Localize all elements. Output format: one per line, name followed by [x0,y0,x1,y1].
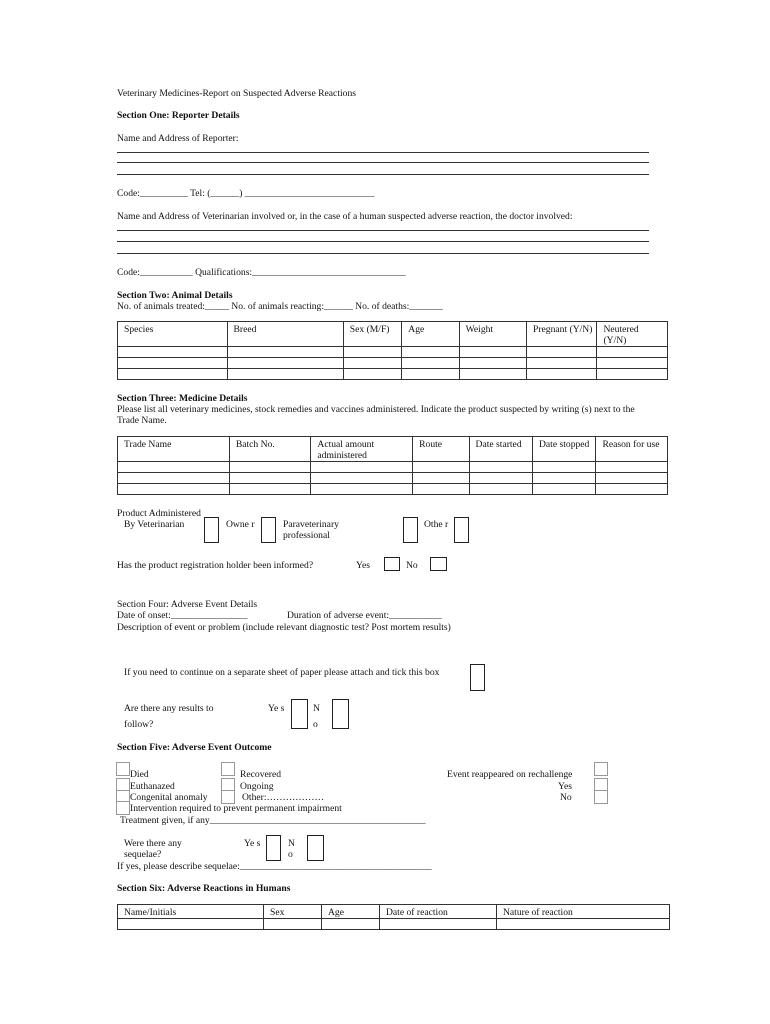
column-header: Name/Initials [118,905,264,919]
sequelae-question: Were there any sequelae? [124,838,182,860]
rechallenge-no-checkbox[interactable] [594,790,608,804]
section-one-heading: Section One: Reporter Details [117,110,240,121]
ongoing-label: Ongoing [240,781,274,792]
continue-sheet-checkbox[interactable] [470,664,485,691]
results-yes-checkbox[interactable] [291,699,308,729]
results-no-label: N o [313,703,320,730]
column-header: Neutered (Y/N) [597,322,668,347]
intervention-checkbox[interactable] [116,801,130,815]
animal-details-table [117,321,668,380]
column-header: Date started [469,437,532,462]
table-row[interactable] [118,484,668,495]
by-veterinarian-checkbox[interactable] [204,517,219,543]
column-header: Breed [227,322,343,347]
other-outcome-label[interactable]: Other:……………… [242,792,325,803]
owner-label: Owne r [226,519,255,530]
intervention-label: Intervention required to prevent permanent impairment [130,803,342,814]
paraveterinary-checkbox[interactable] [403,517,418,543]
section-six-heading: Section Six: Adverse Reactions in Humans [117,883,291,894]
section-five-heading: Section Five: Adverse Event Outcome [117,742,272,753]
vet-address-line-2[interactable] [117,241,649,242]
congenital-label: Congenital anomaly [130,792,208,803]
human-reactions-table [117,904,670,930]
column-header: Date stopped [532,437,595,462]
euthanazed-label: Euthanazed [130,781,175,792]
continue-sheet-note: If you need to continue on a separate sheet of paper please attach and tick this box [124,667,440,678]
sequelae-description[interactable]: If yes, please describe sequelae:________________________________________ [117,861,432,872]
treatment-given[interactable]: Treatment given, if any_____________________________________________ [120,815,426,826]
table-row[interactable] [118,347,668,358]
table-row[interactable] [118,919,670,930]
table-header-row [118,905,670,919]
paraveterinary-label: Paraveterinary professional [283,519,339,541]
sequelae-yes-label: Ye s [244,838,261,849]
vet-name-address-label: Name and Address of Veterinarian involved or, in the case of a human suspected adverse reaction, the doctor involved: [117,211,573,222]
sequelae-no-label: N o [288,838,295,860]
results-no-checkbox[interactable] [332,699,349,729]
sequelae-no-checkbox[interactable] [307,835,324,861]
recovered-checkbox[interactable] [221,762,235,776]
column-header: Sex [264,905,322,919]
other-label: Othe r [424,519,449,530]
died-label: Died [130,769,149,780]
column-header: Weight [459,322,526,347]
reporter-address-line-3[interactable] [117,174,649,175]
rechallenge-label: Event reappeared on rechallenge [447,769,573,780]
column-header: Route [413,437,469,462]
column-header: Age [322,905,380,919]
event-description-label: Description of event or problem (include relevant diagnostic test? Post mortem results) [117,622,451,633]
table-header-row [118,437,668,462]
informed-yes-label: Yes [356,560,370,571]
duration-of-event[interactable]: Duration of adverse event:___________ [287,610,442,621]
column-header: Species [118,322,228,347]
medicine-details-table [117,436,668,495]
table-row[interactable] [118,462,668,473]
vet-address-line-1[interactable] [117,230,649,231]
column-header: Actual amount administered [311,437,413,462]
column-header: Reason for use [596,437,668,462]
other-checkbox[interactable] [454,517,469,543]
reporter-code-tel[interactable]: Code:__________ Tel: (______) ___________________________ [117,188,375,199]
by-veterinarian-label: By Veterinarian [124,519,185,530]
reporter-address-line-1[interactable] [117,152,649,153]
animal-counts[interactable]: No. of animals treated:_____ No. of animals reacting:______ No. of deaths:_______ [117,301,443,312]
reporter-name-address-label: Name and Address of Reporter: [117,133,239,144]
table-row[interactable] [118,358,668,369]
date-of-onset[interactable]: Date of onset:________________ [117,610,248,621]
table-row[interactable] [118,369,668,380]
column-header: Trade Name [118,437,230,462]
recovered-label: Recovered [240,769,282,780]
column-header: Pregnant (Y/N) [527,322,597,347]
medicine-instructions: Please list all veterinary medicines, stock remedies and vaccines administered. Indicate the product suspected by writing (s) next to the Trade Name. [117,404,635,426]
table-row[interactable] [118,473,668,484]
product-administered-label: Product Administered [117,508,201,519]
informed-no-checkbox[interactable] [430,557,447,571]
rechallenge-checkbox[interactable] [594,762,608,776]
column-header: Date of reaction [380,905,497,919]
results-follow-question: Are there any results to follow? [124,703,214,730]
section-three-heading: Section Three: Medicine Details [117,393,248,404]
column-header: Batch No. [229,437,311,462]
informed-no-label: No [406,560,418,571]
rechallenge-yes-label: Yes [558,781,572,792]
vet-address-line-3[interactable] [117,253,649,254]
document-title: Veterinary Medicines-Report on Suspected Adverse Reactions [117,88,356,99]
died-checkbox[interactable] [116,762,130,776]
vet-code-qualifications[interactable]: Code:___________ Qualifications:________________________________ [117,267,406,278]
column-header: Nature of reaction [497,905,670,919]
rechallenge-no-label: No [560,792,572,803]
column-header: Age [402,322,459,347]
section-two-heading: Section Two: Animal Details [117,290,233,301]
owner-checkbox[interactable] [261,517,276,543]
sequelae-yes-checkbox[interactable] [266,835,281,861]
other-outcome-checkbox[interactable] [221,790,235,804]
reporter-address-line-2[interactable] [117,162,649,163]
section-four-heading: Section Four: Adverse Event Details [117,599,258,610]
table-header-row [118,322,668,347]
informed-yes-checkbox[interactable] [384,557,400,571]
registration-holder-question: Has the product registration holder been informed? [117,560,314,571]
results-yes-label: Ye s [268,703,285,714]
column-header: Sex (M/F) [343,322,401,347]
